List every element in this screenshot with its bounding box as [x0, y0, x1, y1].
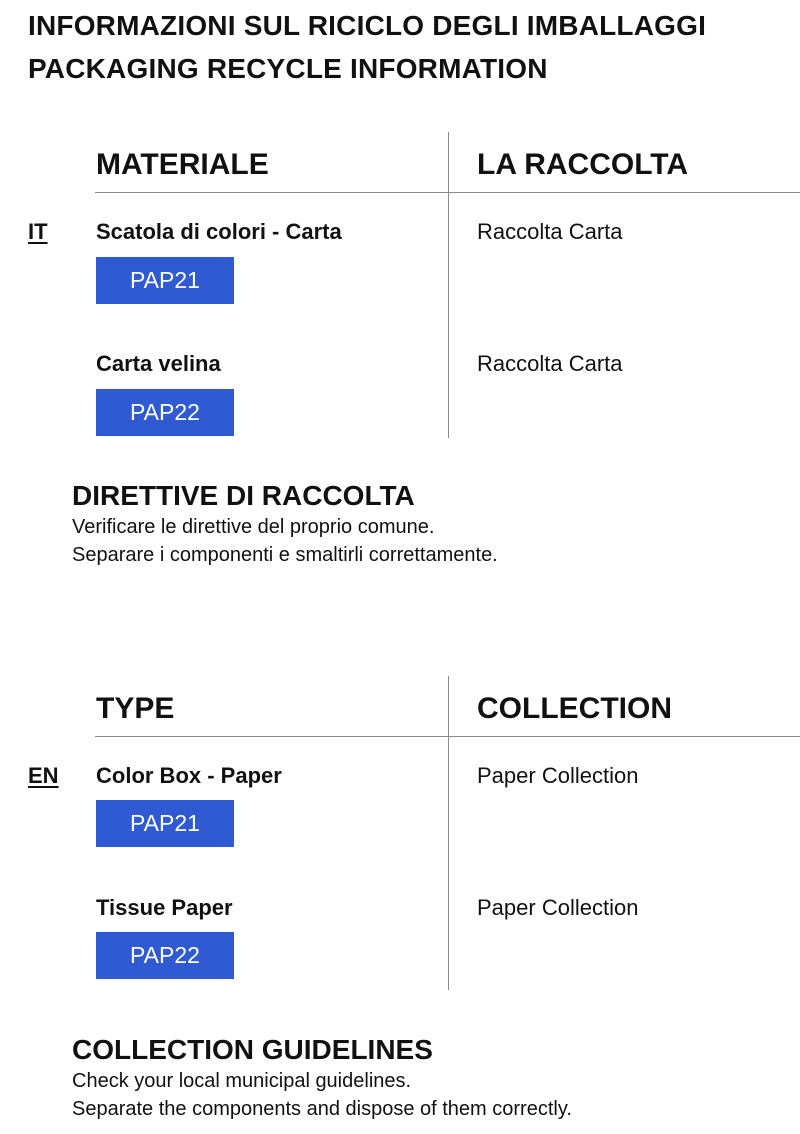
- column-header-material: TYPE: [96, 692, 175, 725]
- material-name: Carta velina: [96, 351, 221, 376]
- material-name: Scatola di colori - Carta: [96, 219, 342, 244]
- material-code-badge: PAP21: [96, 800, 234, 847]
- header-rule: [95, 192, 800, 193]
- guideline-text: Verificare le direttive del proprio comune.: [72, 516, 435, 538]
- collection-type: Raccolta Carta: [477, 351, 623, 376]
- header-rule: [95, 736, 800, 737]
- column-header-material: MATERIALE: [96, 148, 269, 181]
- guideline-text: Check your local municipal guidelines.: [72, 1070, 412, 1092]
- material-code-badge: PAP22: [96, 389, 234, 436]
- page-title-english: PACKAGING RECYCLE INFORMATION: [28, 53, 548, 84]
- material-name: Color Box - Paper: [96, 763, 282, 788]
- guideline-text: Separate the components and dispose of them correctly.: [72, 1098, 572, 1120]
- guidelines-title: DIRETTIVE DI RACCOLTA: [72, 480, 415, 511]
- column-divider: [448, 132, 449, 438]
- language-label: EN: [28, 763, 59, 788]
- guideline-text: Separare i componenti e smaltirli correttamente.: [72, 544, 498, 566]
- material-code-badge: PAP22: [96, 932, 234, 979]
- page-title-italian: INFORMAZIONI SUL RICICLO DEGLI IMBALLAGGI: [28, 10, 707, 41]
- material-code-badge: PAP21: [96, 257, 234, 304]
- column-header-collection: COLLECTION: [477, 692, 672, 725]
- guidelines-title: COLLECTION GUIDELINES: [72, 1034, 433, 1065]
- collection-type: Raccolta Carta: [477, 219, 623, 244]
- collection-type: Paper Collection: [477, 895, 639, 920]
- collection-type: Paper Collection: [477, 763, 639, 788]
- material-name: Tissue Paper: [96, 895, 233, 920]
- language-label: IT: [28, 219, 48, 244]
- column-header-collection: LA RACCOLTA: [477, 148, 689, 181]
- column-divider: [448, 676, 449, 990]
